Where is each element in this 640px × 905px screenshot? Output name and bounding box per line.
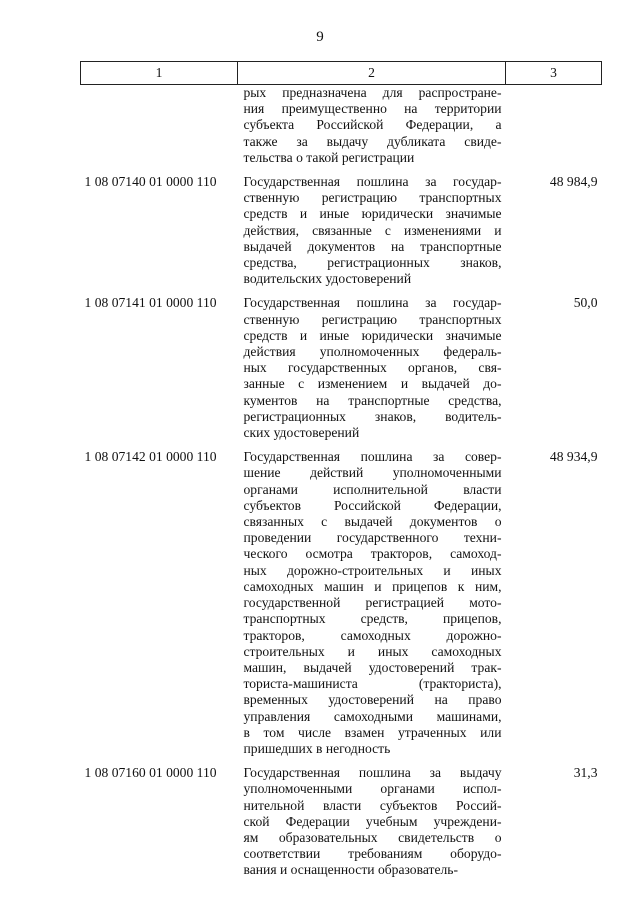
description-line: также за выдачу дубликата свиде- (243, 133, 502, 149)
description-line: выдачей документов на транспортные (243, 238, 502, 254)
description-line: водительских удостоверений (243, 271, 412, 287)
revenue-code: 1 08 07140 01 0000 110 (84, 174, 217, 190)
description-line: в том числе взамен утраченных или (243, 724, 502, 740)
description-line: субъекта Российской Федерации, а (243, 117, 502, 133)
description-line: вания и оснащенности образователь- (243, 862, 458, 878)
description-line: органами исполнительной власти (243, 481, 502, 497)
description-line: связанных с выдачей документов о (243, 514, 502, 530)
revenue-code: 1 08 07160 01 0000 110 (84, 765, 217, 781)
description-line: кументов на транспортные средства, (243, 392, 502, 408)
description-line: проведении государственного техни- (243, 530, 502, 546)
description-line: действия, связанные с изменениями и (243, 222, 502, 238)
description-line: ческого осмотра тракторов, самоход- (243, 546, 502, 562)
table-row (81, 295, 602, 449)
table-row (81, 765, 602, 886)
revenue-description (238, 295, 506, 449)
description-line: строительных и иных самоходных (243, 643, 502, 659)
description-line: действия уполномоченных федераль- (243, 344, 502, 360)
column-header-3: 3 (506, 62, 602, 85)
description-line: уполномоченными органами испол- (243, 781, 502, 797)
revenue-amount: 48 984,9 (549, 174, 598, 190)
description-line: Государственная пошлина за государ- (243, 295, 502, 311)
revenue-description (238, 449, 506, 765)
description-line: ям образовательных свидетельств о (243, 829, 502, 845)
description-line: рых предназначена для распростране- (243, 85, 502, 100)
description-line: управления самоходными машинами, (243, 708, 502, 724)
description-line: пришедших в негодность (243, 740, 391, 756)
revenue-description (238, 765, 506, 886)
page-number: 9 (316, 29, 324, 45)
description-line: Государственная пошлина за совер- (243, 449, 502, 465)
description-line: занные с изменением и выдачей до- (243, 376, 502, 392)
description-line: ния преимущественно на территории (243, 101, 502, 117)
description-line: ской Федерации учебным учреждени- (243, 813, 502, 829)
description-line: Государственная пошлина за выдачу (243, 765, 502, 781)
revenue-description (238, 174, 506, 295)
revenue-code (81, 85, 238, 175)
description-line: самоходных машин и прицепов к ним, (243, 578, 502, 594)
table-row (81, 85, 602, 175)
revenue-code: 1 08 07141 01 0000 110 (84, 295, 217, 311)
revenue-code: 1 08 07142 01 0000 110 (84, 449, 217, 465)
description-line: временных удостоверений на право (243, 692, 502, 708)
table-body (81, 85, 602, 887)
description-line: ных государственных органов, свя- (243, 360, 502, 376)
description-line: транспортных средств, прицепов, (243, 611, 502, 627)
description-line: ских удостоверений (243, 425, 360, 441)
description-line: тельства о такой регистрации (243, 149, 415, 165)
description-line: ториста-машиниста (тракториста), (243, 676, 502, 692)
description-line: субъектов Российской Федерации, (243, 497, 502, 513)
description-line: средств и иные юридически значимые (243, 327, 502, 343)
revenue-amount (506, 85, 602, 175)
description-line: соответствии требованиям оборудо- (243, 846, 502, 862)
description-line: машин, выдачей удостоверений трак- (243, 659, 502, 675)
description-line: тракторов, самоходных дорожно- (243, 627, 502, 643)
description-line: средства, регистрационных знаков, (243, 255, 502, 271)
revenue-description (238, 85, 506, 175)
table-header-row (81, 62, 602, 85)
description-line: ных дорожно-строительных и иных (243, 562, 502, 578)
column-header-1: 1 (81, 62, 238, 85)
table-row (81, 174, 602, 295)
revenue-amount: 31,3 (573, 765, 598, 781)
table-row (81, 449, 602, 765)
description-line: ственную регистрацию транспортных (243, 311, 502, 327)
revenue-amount: 50,0 (573, 295, 598, 311)
description-line: государственной регистрацией мото- (243, 595, 502, 611)
description-line: Государственная пошлина за государ- (243, 174, 502, 190)
description-line: ственную регистрацию транспортных (243, 190, 502, 206)
column-header-2: 2 (238, 62, 506, 85)
revenue-amount: 48 934,9 (549, 449, 598, 465)
description-line: регистрационных знаков, водитель- (243, 408, 502, 424)
description-line: нительной власти субъектов Россий- (243, 797, 502, 813)
description-line: шение действий уполномоченными (243, 465, 502, 481)
budget-revenue-table (80, 61, 602, 887)
table-header (81, 62, 602, 85)
description-line: средств и иные юридически значимые (243, 206, 502, 222)
